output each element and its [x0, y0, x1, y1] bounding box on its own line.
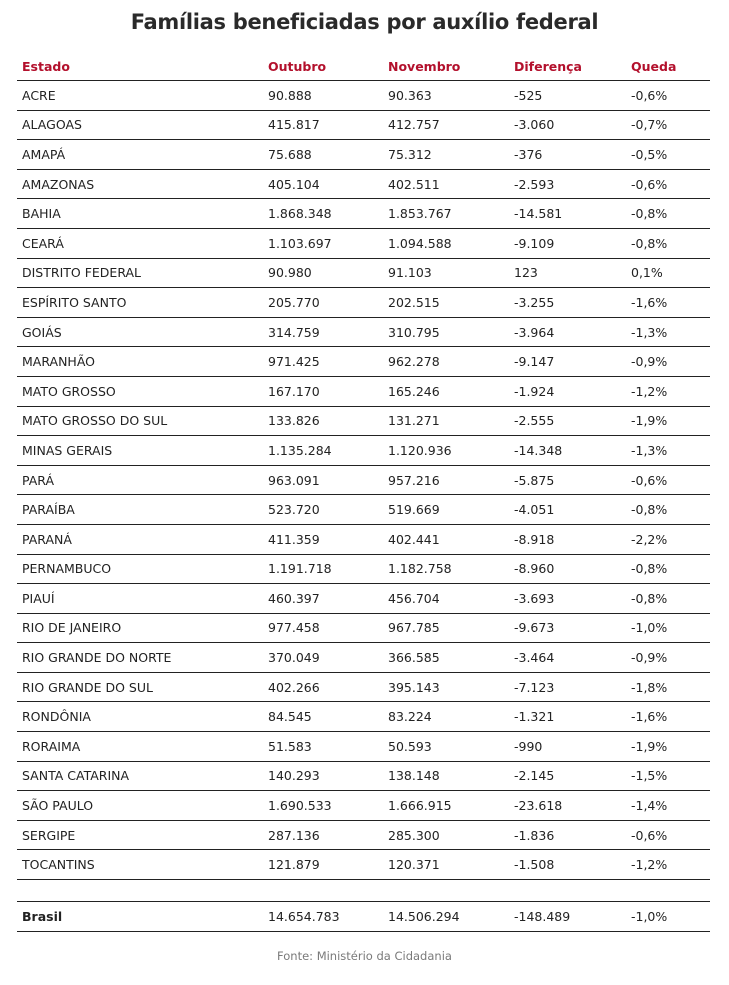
- cell-estado: AMAZONAS: [17, 169, 263, 199]
- data-table: [17, 52, 710, 932]
- source-note: Fonte: Ministério da Cidadania: [277, 949, 452, 963]
- cell-novembro: 962.278: [383, 347, 509, 377]
- cell-diferenca: -2.145: [509, 761, 626, 791]
- cell-queda: -1,3%: [626, 436, 710, 466]
- cell-estado: PERNAMBUCO: [17, 554, 263, 584]
- cell-estado: SERGIPE: [17, 820, 263, 850]
- cell-outubro: 460.397: [263, 584, 383, 614]
- cell-novembro: 165.246: [383, 376, 509, 406]
- cell-queda: -0,7%: [626, 110, 710, 140]
- cell-estado: RONDÔNIA: [17, 702, 263, 732]
- cell-outubro: 405.104: [263, 169, 383, 199]
- cell-queda: -0,8%: [626, 495, 710, 525]
- cell-novembro: 366.585: [383, 643, 509, 673]
- cell-estado: GOIÁS: [17, 317, 263, 347]
- table-row: [17, 317, 710, 347]
- cell-diferenca: -9.109: [509, 228, 626, 258]
- cell-queda: -1,6%: [626, 288, 710, 318]
- table-row: [17, 732, 710, 762]
- cell-novembro: 75.312: [383, 140, 509, 170]
- cell-outubro: 971.425: [263, 347, 383, 377]
- cell-outubro: 75.688: [263, 140, 383, 170]
- cell-novembro: 967.785: [383, 613, 509, 643]
- cell-novembro: 402.511: [383, 169, 509, 199]
- cell-outubro: 402.266: [263, 672, 383, 702]
- table-row: [17, 169, 710, 199]
- cell-estado: ALAGOAS: [17, 110, 263, 140]
- cell-diferenca: -4.051: [509, 495, 626, 525]
- cell-diferenca: -3.060: [509, 110, 626, 140]
- column-header-queda: Queda: [626, 52, 710, 81]
- table-row: [17, 199, 710, 229]
- table-row: [17, 140, 710, 170]
- cell-estado: ESPÍRITO SANTO: [17, 288, 263, 318]
- table-row: [17, 524, 710, 554]
- cell-diferenca: -3.693: [509, 584, 626, 614]
- cell-novembro: 138.148: [383, 761, 509, 791]
- cell-outubro: 1.103.697: [263, 228, 383, 258]
- cell-diferenca: -1.924: [509, 376, 626, 406]
- cell-queda: -0,6%: [626, 820, 710, 850]
- cell-novembro: 202.515: [383, 288, 509, 318]
- cell-queda: -0,9%: [626, 643, 710, 673]
- cell-novembro: 395.143: [383, 672, 509, 702]
- cell-queda: -0,8%: [626, 199, 710, 229]
- cell-queda: -1,0%: [626, 613, 710, 643]
- column-header-estado: Estado: [17, 52, 263, 81]
- table-row: [17, 436, 710, 466]
- cell-estado: ACRE: [17, 81, 263, 111]
- column-header-novembro: Novembro: [383, 52, 509, 81]
- cell-queda: 0,1%: [626, 258, 710, 288]
- cell-queda: -1,9%: [626, 732, 710, 762]
- table-row: [17, 347, 710, 377]
- cell-novembro: 1.094.588: [383, 228, 509, 258]
- cell-diferenca: -9.147: [509, 347, 626, 377]
- cell-queda: -1,8%: [626, 672, 710, 702]
- cell-outubro: 1.191.718: [263, 554, 383, 584]
- table-row: [17, 643, 710, 673]
- cell-diferenca: -14.348: [509, 436, 626, 466]
- table-row: [17, 613, 710, 643]
- cell-outubro: 287.136: [263, 820, 383, 850]
- cell-novembro: 957.216: [383, 465, 509, 495]
- cell-novembro: 1.666.915: [383, 791, 509, 821]
- table-row: [17, 228, 710, 258]
- cell-diferenca: -1.321: [509, 702, 626, 732]
- total-cell-novembro: 14.506.294: [383, 902, 509, 932]
- cell-novembro: 285.300: [383, 820, 509, 850]
- cell-outubro: 411.359: [263, 524, 383, 554]
- table-row: [17, 702, 710, 732]
- cell-outubro: 121.879: [263, 850, 383, 880]
- table-title: Famílias beneficiadas por auxílio federal: [130, 10, 599, 34]
- header-row: [17, 52, 710, 81]
- cell-estado: RIO GRANDE DO SUL: [17, 672, 263, 702]
- cell-diferenca: -1.836: [509, 820, 626, 850]
- table-body: [17, 81, 710, 932]
- cell-estado: AMAPÁ: [17, 140, 263, 170]
- cell-queda: -1,2%: [626, 850, 710, 880]
- cell-diferenca: -9.673: [509, 613, 626, 643]
- cell-diferenca: -3.464: [509, 643, 626, 673]
- cell-queda: -0,5%: [626, 140, 710, 170]
- table-row: [17, 820, 710, 850]
- cell-novembro: 456.704: [383, 584, 509, 614]
- cell-novembro: 402.441: [383, 524, 509, 554]
- cell-outubro: 1.690.533: [263, 791, 383, 821]
- cell-queda: -1,4%: [626, 791, 710, 821]
- cell-novembro: 50.593: [383, 732, 509, 762]
- cell-outubro: 1.135.284: [263, 436, 383, 466]
- cell-novembro: 519.669: [383, 495, 509, 525]
- cell-outubro: 977.458: [263, 613, 383, 643]
- cell-outubro: 90.980: [263, 258, 383, 288]
- total-cell-outubro: 14.654.783: [263, 902, 383, 932]
- cell-outubro: 205.770: [263, 288, 383, 318]
- table-row: [17, 495, 710, 525]
- cell-queda: -1,2%: [626, 376, 710, 406]
- cell-diferenca: -23.618: [509, 791, 626, 821]
- cell-queda: -1,9%: [626, 406, 710, 436]
- table-row: [17, 288, 710, 318]
- cell-queda: -1,5%: [626, 761, 710, 791]
- table-row: [17, 791, 710, 821]
- cell-queda: -1,3%: [626, 317, 710, 347]
- cell-outubro: 963.091: [263, 465, 383, 495]
- cell-diferenca: -5.875: [509, 465, 626, 495]
- cell-estado: RORAIMA: [17, 732, 263, 762]
- cell-queda: -0,6%: [626, 81, 710, 111]
- cell-estado: PARANÁ: [17, 524, 263, 554]
- cell-queda: -0,6%: [626, 465, 710, 495]
- cell-queda: -1,6%: [626, 702, 710, 732]
- cell-estado: PARÁ: [17, 465, 263, 495]
- cell-outubro: 167.170: [263, 376, 383, 406]
- cell-diferenca: -8.918: [509, 524, 626, 554]
- cell-diferenca: -8.960: [509, 554, 626, 584]
- cell-estado: MINAS GERAIS: [17, 436, 263, 466]
- table-row: [17, 406, 710, 436]
- table-row: [17, 761, 710, 791]
- cell-diferenca: 123: [509, 258, 626, 288]
- total-cell-queda: -1,0%: [626, 902, 710, 932]
- table-row: [17, 465, 710, 495]
- cell-estado: MATO GROSSO DO SUL: [17, 406, 263, 436]
- cell-estado: DISTRITO FEDERAL: [17, 258, 263, 288]
- cell-outubro: 90.888: [263, 81, 383, 111]
- cell-estado: SANTA CATARINA: [17, 761, 263, 791]
- cell-estado: BAHIA: [17, 199, 263, 229]
- cell-outubro: 1.868.348: [263, 199, 383, 229]
- cell-estado: TOCANTINS: [17, 850, 263, 880]
- cell-novembro: 1.120.936: [383, 436, 509, 466]
- cell-outubro: 415.817: [263, 110, 383, 140]
- table-row: [17, 584, 710, 614]
- cell-queda: -0,8%: [626, 584, 710, 614]
- total-cell-estado: Brasil: [17, 902, 263, 932]
- cell-outubro: 314.759: [263, 317, 383, 347]
- cell-diferenca: -14.581: [509, 199, 626, 229]
- cell-estado: SÃO PAULO: [17, 791, 263, 821]
- cell-novembro: 83.224: [383, 702, 509, 732]
- total-row: [17, 902, 710, 932]
- cell-diferenca: -2.555: [509, 406, 626, 436]
- cell-diferenca: -3.255: [509, 288, 626, 318]
- cell-outubro: 523.720: [263, 495, 383, 525]
- cell-novembro: 90.363: [383, 81, 509, 111]
- cell-diferenca: -3.964: [509, 317, 626, 347]
- total-cell-diferenca: -148.489: [509, 902, 626, 932]
- cell-diferenca: -7.123: [509, 672, 626, 702]
- cell-outubro: 51.583: [263, 732, 383, 762]
- cell-novembro: 131.271: [383, 406, 509, 436]
- spacer-row: [17, 880, 710, 902]
- cell-diferenca: -525: [509, 81, 626, 111]
- cell-queda: -0,8%: [626, 554, 710, 584]
- cell-novembro: 1.853.767: [383, 199, 509, 229]
- column-header-outubro: Outubro: [263, 52, 383, 81]
- table-row: [17, 110, 710, 140]
- table-row: [17, 258, 710, 288]
- cell-outubro: 84.545: [263, 702, 383, 732]
- cell-estado: RIO GRANDE DO NORTE: [17, 643, 263, 673]
- cell-estado: PIAUÍ: [17, 584, 263, 614]
- cell-diferenca: -990: [509, 732, 626, 762]
- cell-novembro: 1.182.758: [383, 554, 509, 584]
- cell-outubro: 133.826: [263, 406, 383, 436]
- table-row: [17, 672, 710, 702]
- cell-estado: MATO GROSSO: [17, 376, 263, 406]
- cell-novembro: 91.103: [383, 258, 509, 288]
- table-row: [17, 376, 710, 406]
- cell-novembro: 120.371: [383, 850, 509, 880]
- cell-diferenca: -2.593: [509, 169, 626, 199]
- cell-outubro: 140.293: [263, 761, 383, 791]
- column-header-diferenca: Diferença: [509, 52, 626, 81]
- cell-diferenca: -376: [509, 140, 626, 170]
- cell-estado: MARANHÃO: [17, 347, 263, 377]
- table-row: [17, 850, 710, 880]
- cell-diferenca: -1.508: [509, 850, 626, 880]
- cell-novembro: 412.757: [383, 110, 509, 140]
- cell-estado: PARAÍBA: [17, 495, 263, 525]
- cell-queda: -2,2%: [626, 524, 710, 554]
- cell-queda: -0,8%: [626, 228, 710, 258]
- cell-queda: -0,9%: [626, 347, 710, 377]
- cell-novembro: 310.795: [383, 317, 509, 347]
- table-row: [17, 81, 710, 111]
- table-row: [17, 554, 710, 584]
- cell-estado: CEARÁ: [17, 228, 263, 258]
- cell-estado: RIO DE JANEIRO: [17, 613, 263, 643]
- cell-outubro: 370.049: [263, 643, 383, 673]
- cell-queda: -0,6%: [626, 169, 710, 199]
